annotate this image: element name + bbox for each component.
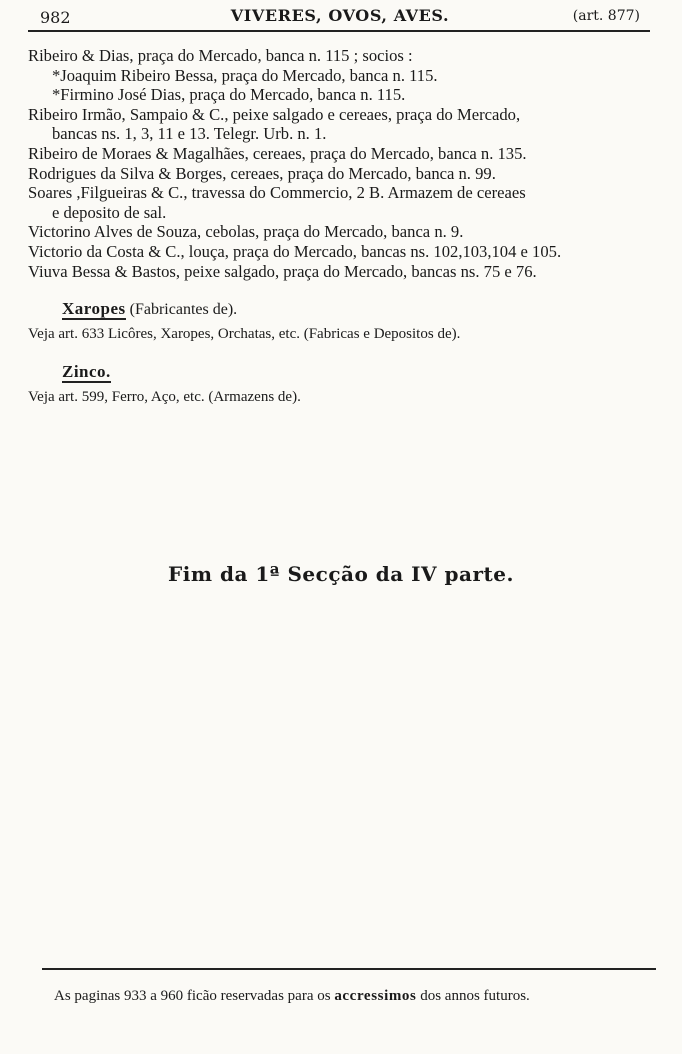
entry-line: e deposito de sal.	[52, 202, 167, 222]
header-rule	[28, 30, 650, 32]
section-reference: Veja art. 633 Licôres, Xaropes, Orchatas, etc. (Fabricas e Depositos de).	[28, 326, 461, 343]
article-reference: (art. 877)	[572, 8, 640, 24]
entry-line: *Joaquim Ribeiro Bessa, praça do Mercado, banca n. 115.	[52, 65, 438, 85]
section-title: Xaropes	[62, 299, 126, 319]
footer-note	[54, 986, 658, 1006]
footer-text-before: As paginas 933 a 960 ficão reservadas para os	[54, 988, 331, 1004]
section-reference: Veja art. 599, Ferro, Aço, etc. (Armazens de).	[28, 389, 301, 406]
entry-line: Ribeiro Irmão, Sampaio & C., peixe salgado e cereaes, praça do Mercado,	[28, 104, 521, 124]
page-header	[40, 4, 640, 28]
page-number: 982	[40, 8, 71, 27]
entry-line: Victorino Alves de Souza, cebolas, praça do Mercado, banca n. 9.	[28, 222, 464, 242]
entry-line: Ribeiro de Moraes & Magalhães, cereaes, praça do Mercado, banca n. 135.	[28, 143, 527, 163]
entry-line: Soares ,Filgueiras & C., travessa do Commercio, 2 B. Armazem de cereaes	[28, 183, 526, 203]
footer-bold-word: accressimos	[334, 988, 417, 1004]
entry-line: Victorio da Costa & C., louça, praça do Mercado, bancas ns. 102,103,104 e 105.	[28, 241, 562, 261]
section-heading	[28, 299, 658, 320]
footer-rule	[42, 968, 656, 970]
entry-line: Rodrigues da Silva & Borges, cereaes, praça do Mercado, banca n. 99.	[28, 163, 496, 183]
main-content	[28, 46, 658, 407]
section-xaropes	[28, 299, 658, 344]
footer-text-after: dos annos futuros.	[420, 988, 530, 1004]
section-subtitle: (Fabricantes de).	[129, 301, 238, 319]
closing-heading: Fim da 1ª Secção da IV parte.	[168, 562, 514, 586]
section-title: Zinco.	[62, 362, 111, 382]
section-heading	[28, 362, 658, 383]
entry-line: *Firmino José Dias, praça do Mercado, banca n. 115.	[52, 85, 406, 105]
entry-line: bancas ns. 1, 3, 11 e 13. Telegr. Urb. n. 1.	[52, 124, 327, 144]
page-title: VIVERES, OVOS, AVES.	[230, 6, 450, 25]
entry-line: Ribeiro & Dias, praça do Mercado, banca n. 115 ; socios :	[28, 46, 413, 65]
section-zinco	[28, 362, 658, 407]
entry-line: Viuva Bessa & Bastos, peixe salgado, praça do Mercado, bancas ns. 75 e 76.	[28, 261, 537, 281]
